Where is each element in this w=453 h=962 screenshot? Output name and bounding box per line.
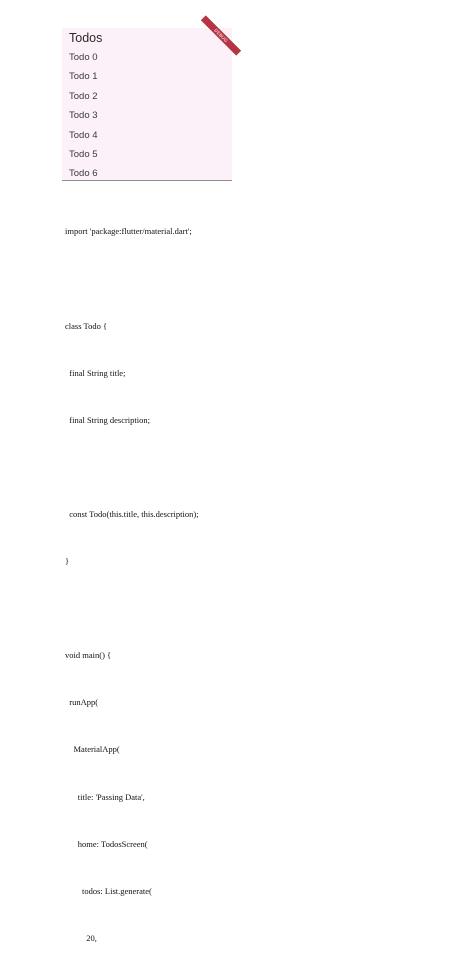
- code-line: [65, 601, 199, 617]
- code-line: [65, 460, 199, 476]
- todo-item[interactable]: Todo 6: [69, 168, 98, 180]
- todo-list: [62, 48, 232, 184]
- todo-item[interactable]: Todo 4: [69, 129, 98, 141]
- code-line: final String description;: [65, 414, 150, 425]
- code-line: MaterialApp(: [65, 744, 120, 755]
- todo-item[interactable]: Todo 2: [69, 90, 98, 102]
- code-line: void main() {: [65, 650, 112, 661]
- todo-item[interactable]: Todo 0: [69, 52, 98, 63]
- code-line: title: 'Passing Data',: [65, 791, 145, 802]
- todo-item[interactable]: Todo 5: [69, 148, 98, 160]
- code-listing: [65, 193, 199, 962]
- code-line: [65, 272, 199, 288]
- code-line: home: TodosScreen(: [65, 838, 148, 849]
- code-line: const Todo(this.title, this.description);: [65, 508, 199, 519]
- code-line: final String title;: [65, 367, 126, 378]
- code-line: }: [65, 556, 70, 567]
- code-line: todos: List.generate(: [65, 885, 152, 896]
- todo-item[interactable]: Todo 3: [69, 110, 98, 122]
- app-bar-title: Todos: [69, 31, 103, 45]
- code-line: class Todo {: [65, 320, 108, 331]
- code-line: runApp(: [65, 697, 99, 708]
- code-line: import 'package:flutter/material.dart';: [65, 226, 192, 237]
- todo-item[interactable]: Todo 1: [69, 71, 98, 83]
- code-line: 20,: [65, 932, 97, 943]
- app-preview: [62, 28, 232, 181]
- debug-banner: DEBUG: [201, 15, 241, 55]
